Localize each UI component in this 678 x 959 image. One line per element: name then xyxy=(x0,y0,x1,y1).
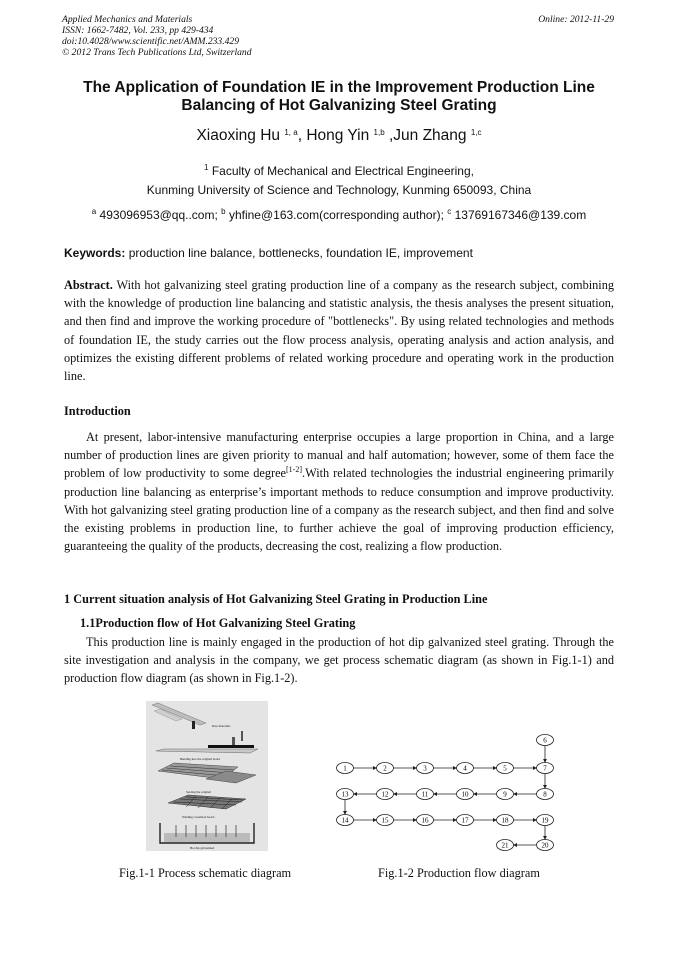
flow-node-label: 17 xyxy=(461,816,469,825)
flow-node-16 xyxy=(417,815,434,826)
flow-node-label: 4 xyxy=(463,764,467,773)
label-raw-materials: Raw materials xyxy=(212,724,231,728)
figure-production-flow xyxy=(328,728,564,856)
process-schematic-image xyxy=(146,701,268,851)
flow-node-8 xyxy=(537,789,554,800)
keywords-text: production line balance, bottlenecks, foundation IE, improvement xyxy=(128,246,473,260)
flow-node-label: 18 xyxy=(501,816,509,825)
flow-node-label: 16 xyxy=(421,816,429,825)
flow-node-4 xyxy=(457,763,474,774)
affiliation-text-1: Faculty of Mechanical and Electrical Engineering, xyxy=(211,164,474,178)
citation: [1-2] xyxy=(286,465,303,475)
author-2: Hong Yin xyxy=(306,127,370,144)
introduction-paragraph xyxy=(64,428,614,555)
author-3: Jun Zhang xyxy=(393,127,467,144)
flow-node-21 xyxy=(497,840,514,851)
section-1-heading: 1 Current situation analysis of Hot Galvanizing Steel Grating in Production Line xyxy=(64,592,488,606)
flow-node-1 xyxy=(337,763,354,774)
flow-node-label: 15 xyxy=(381,816,389,825)
affiliation-line-2: Kunming University of Science and Technology, Kunming 650093, China xyxy=(146,183,532,197)
flow-node-7 xyxy=(537,763,554,774)
flow-node-11 xyxy=(417,789,434,800)
paper-title xyxy=(64,79,614,115)
issn: ISSN: 1662-7482, Vol. 233, pp 429-434 xyxy=(62,25,214,36)
email-c-sup: c xyxy=(447,207,452,216)
authors: Xiaoxing Hu $^{1, a}$, Hong Yin $^{1,b}$ ,Jun Zhang $^{1,c}$ xyxy=(196,127,482,144)
email-a-sup: a xyxy=(91,207,97,216)
flow-node-label: 12 xyxy=(381,790,389,799)
flow-node-20 xyxy=(537,840,554,851)
author-3-sup: 1,c xyxy=(470,128,482,137)
affiliation-sup: 1 xyxy=(204,163,209,172)
flow-node-3 xyxy=(417,763,434,774)
production-flow-diagram xyxy=(328,728,564,856)
journal-name: Applied Mechanics and Materials xyxy=(62,14,193,25)
flow-node-label: 14 xyxy=(341,816,349,825)
flow-node-label: 8 xyxy=(543,790,547,799)
label-hot-dip: Hot dip galvanized xyxy=(190,846,215,850)
flow-node-label: 21 xyxy=(501,841,509,850)
keywords xyxy=(64,246,473,260)
label-welding: Welding crossbuck board xyxy=(182,815,215,819)
introduction-heading: Introduction xyxy=(64,404,131,418)
author-2-sup: 1,b xyxy=(373,128,385,137)
figure-1-1-caption: Fig.1-1 Process schematic diagram xyxy=(119,866,292,880)
email-a: 493096953@qq..com; xyxy=(99,208,218,222)
flow-node-13 xyxy=(337,789,354,800)
section-1-1-paragraph: This production line is mainly engaged in the production of hot dip galvanized steel grating. Through the site investigation and analysis in the company, we get process schematic diagram (as shown in Fig.1-1) and production flow diagram (as shown in Fig.1-2). xyxy=(64,635,614,686)
flow-node-17 xyxy=(457,815,474,826)
flow-node-label: 20 xyxy=(541,841,549,850)
author-1-sup: 1, a xyxy=(284,128,298,137)
flow-node-15 xyxy=(377,815,394,826)
flow-node-label: 10 xyxy=(461,790,469,799)
flow-node-label: 3 xyxy=(423,764,427,773)
abstract-label: Abstract. xyxy=(64,278,113,292)
flow-node-label: 13 xyxy=(341,790,349,799)
doi: doi:10.4028/www.scientific.net/AMM.233.429 xyxy=(62,36,240,47)
abstract-text: With hot galvanizing steel grating production line of a company as the research subject, combining with the knowledge of production line balancing and statistic analysis, the thesis analyses the present situation, and then find and improve the working procedure of "bottlenecks". By using related technologies and methods of foundation IE, the study carries out the flow process analysis, operating analysis and action analysis, and optimizes the existing different problems of related working procedure and operating work in the production line. xyxy=(64,278,614,384)
keywords-label: Keywords: xyxy=(64,246,126,260)
flow-node-label: 2 xyxy=(383,764,387,773)
flow-node-2 xyxy=(377,763,394,774)
title-line-2: Balancing of Hot Galvanizing Steel Grating xyxy=(181,97,497,114)
label-bending: Bending into the original board xyxy=(180,757,221,761)
figure-process-schematic xyxy=(146,701,268,851)
email-b-sup: b xyxy=(221,207,226,216)
flow-node-12 xyxy=(377,789,394,800)
flow-node-14 xyxy=(337,815,354,826)
flow-node-10 xyxy=(457,789,474,800)
flow-node-label: 5 xyxy=(503,764,507,773)
flow-node-label: 7 xyxy=(543,764,547,773)
flow-node-label: 1 xyxy=(343,764,347,773)
email-b: yhfine@163.com(corresponding author); xyxy=(228,208,444,222)
abstract xyxy=(64,276,614,385)
copyright: © 2012 Trans Tech Publications Ltd, Switzerland xyxy=(62,47,252,58)
emails xyxy=(64,208,614,222)
flow-node-5 xyxy=(497,763,514,774)
flow-node-6 xyxy=(537,735,554,746)
flow-node-9 xyxy=(497,789,514,800)
figure-1-2-caption: Fig.1-2 Production flow diagram xyxy=(378,866,540,880)
label-sawing: Sawing the original xyxy=(186,790,211,794)
flow-node-label: 9 xyxy=(503,790,507,799)
online-date: Online: 2012-11-29 xyxy=(538,14,614,25)
flow-node-18 xyxy=(497,815,514,826)
flow-node-label: 11 xyxy=(421,790,429,799)
intro-text-1: At present, labor-intensive manufacturing enterprise occupies a large proportion in China, and a large number of production lines are given priority to manual and half automation; however, some of them face the problem of low productivity to some degree xyxy=(64,430,614,481)
email-c: 13769167346@139.com xyxy=(454,208,587,222)
author-1: Xiaoxing Hu xyxy=(196,127,281,144)
intro-text-2: .With related technologies the industrial engineering primarily production line balancing as enterprise’s important methods to reduce consumption and improve productivity. With hot galvanizing steel grating production line of a company as the research subject, and then find and solve the existing problems in production line, to further achieve the goal of improving production efficiency, guaranteeing the quality of the products, decreasing the cost, realizing a flow production. xyxy=(64,466,614,554)
section-1-1-heading: 1.1Production flow of Hot Galvanizing Steel Grating xyxy=(80,616,356,630)
flow-node-label: 6 xyxy=(543,736,547,745)
flow-node-19 xyxy=(537,815,554,826)
flow-node-label: 19 xyxy=(541,816,549,825)
journal-header xyxy=(62,14,252,58)
affiliation-line-1 xyxy=(64,164,614,178)
title-line-1: The Application of Foundation IE in the Improvement Production Line xyxy=(83,79,595,96)
